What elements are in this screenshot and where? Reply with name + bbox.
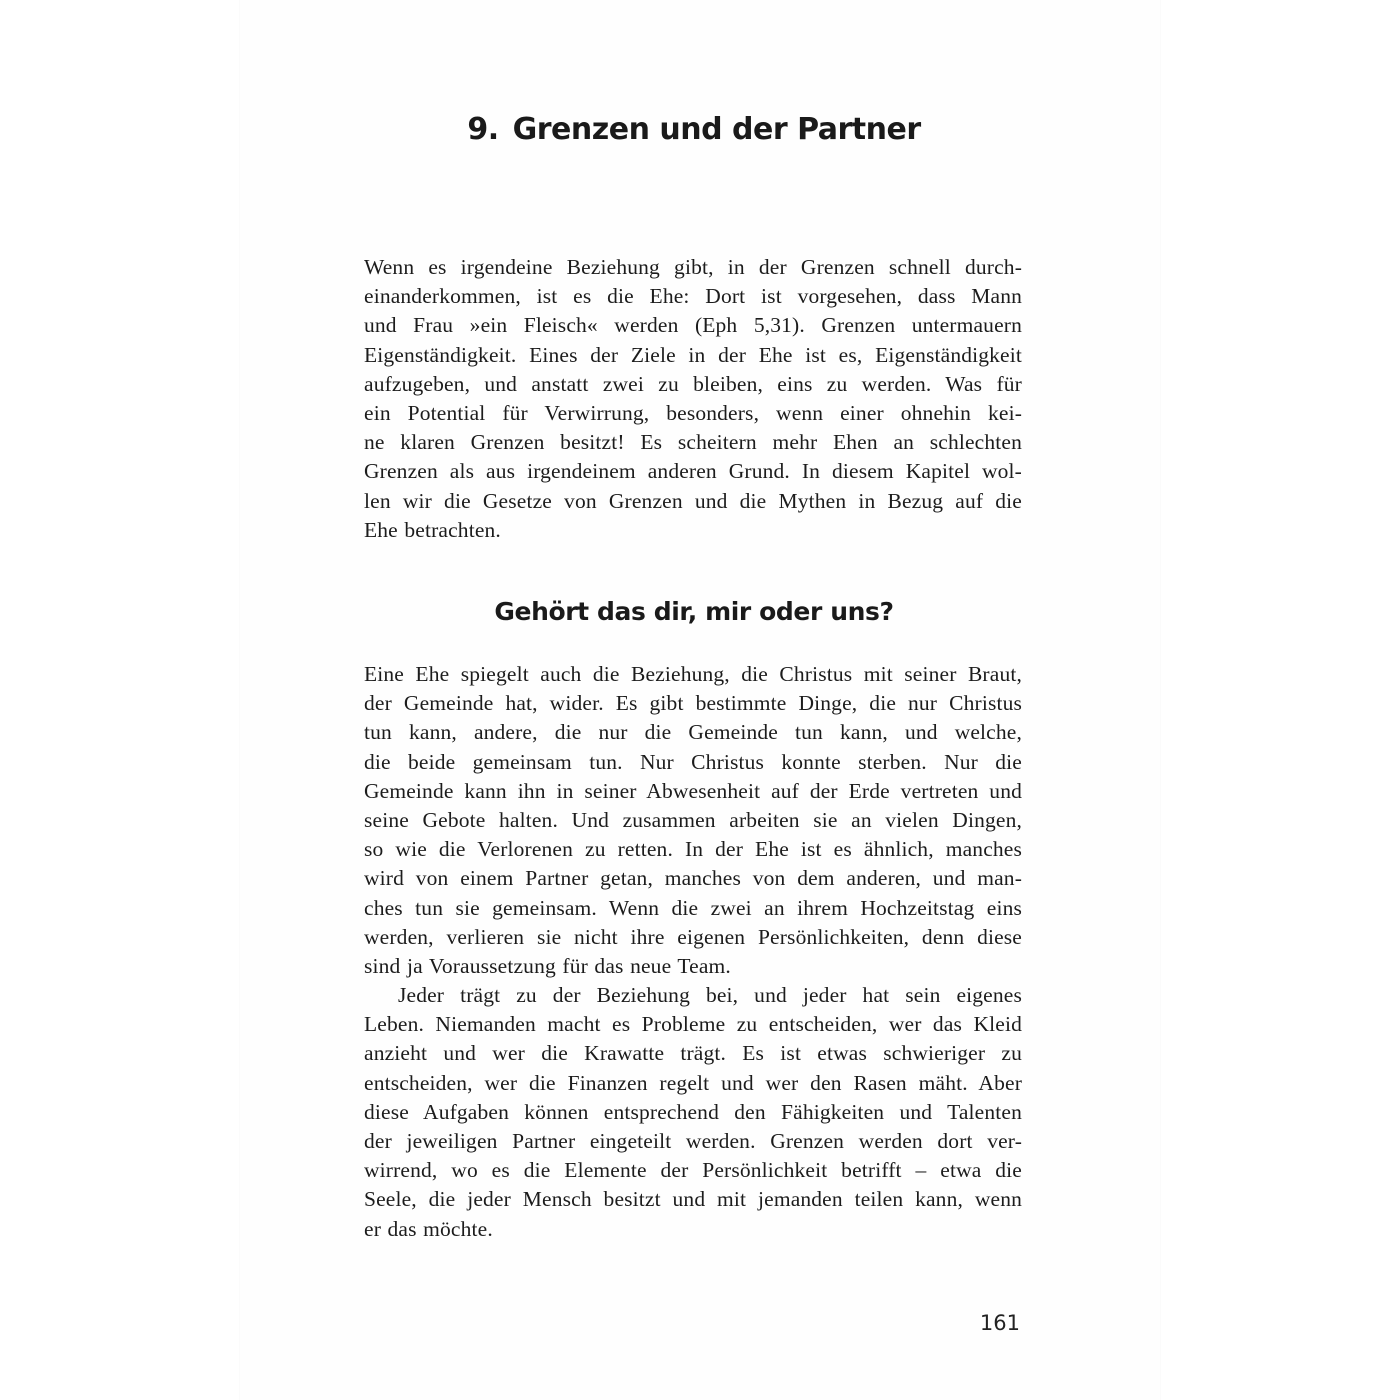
text-line: seine Gebote halten. Und zusammen arbeiten sie an vielen Dingen, xyxy=(364,807,1022,832)
text-line: diese Aufgaben können entsprechend den Fähigkeiten und Talenten xyxy=(364,1099,1022,1124)
text-line: Seele, die jeder Mensch besitzt und mit jemanden teilen kann, wenn xyxy=(364,1187,1022,1212)
text-line: entscheiden, wer die Finanzen regelt und wer den Rasen mäht. Aber xyxy=(364,1070,1022,1095)
text-line: und Frau »ein Fleisch« werden (Eph 5,31). Grenzen untermauern xyxy=(364,313,1022,338)
text-line: Jeder trägt zu der Beziehung bei, und jeder hat sein eigenes xyxy=(398,983,1022,1008)
section-heading: Gehört das dir, mir oder uns? xyxy=(494,597,894,626)
text-line: Ehe betrachten. xyxy=(364,517,501,542)
text-line: ches tun sie gemeinsam. Wenn die zwei an ihrem Hochzeitstag eins xyxy=(364,895,1022,920)
text-line: so wie die Verlorenen zu retten. In der Ehe ist es ähnlich, manches xyxy=(364,837,1022,862)
text-line: Eine Ehe spiegelt auch die Beziehung, die Christus mit seiner Braut, xyxy=(364,662,1022,686)
text-line: Wenn es irgendeine Beziehung gibt, in der Grenzen schnell durch- xyxy=(364,255,1022,279)
text-line: der jeweiligen Partner eingeteilt werden. Grenzen werden dort ver- xyxy=(364,1129,1022,1153)
chapter-title xyxy=(366,108,1022,152)
text-line: sind ja Voraussetzung für das neue Team. xyxy=(364,953,731,978)
text-line: werden, verlieren sie nicht ihre eigenen Persönlichkeiten, denn diese xyxy=(364,924,1022,949)
text-line: er das möchte. xyxy=(364,1216,493,1241)
text-line: anzieht und wer die Krawatte trägt. Es ist etwas schwieriger zu xyxy=(364,1041,1022,1066)
text-line: Gemeinde kann ihn in seiner Abwesenheit auf der Erde vertreten und xyxy=(364,778,1022,803)
intro-paragraph xyxy=(364,253,1022,545)
text-line: ne klaren Grenzen besitzt! Es scheitern mehr Ehen an schlechten xyxy=(364,430,1022,455)
text-line: Eigenständigkeit. Eines der Ziele in der Ehe ist es, Eigenständigkeit xyxy=(364,342,1022,367)
text-line: wird von einem Partner getan, manches von dem anderen, und man- xyxy=(364,866,1022,891)
text-line: Leben. Niemanden macht es Probleme zu entscheiden, wer das Kleid xyxy=(364,1012,1022,1037)
text-line: aufzugeben, und anstatt zwei zu bleiben, eins zu werden. Was für xyxy=(364,371,1022,396)
text-line: len wir die Gesetze von Grenzen und die Mythen in Bezug auf die xyxy=(364,488,1022,513)
chapter-title-text: Grenzen und der Partner xyxy=(512,112,921,147)
text-line: einanderkommen, ist es die Ehe: Dort ist vorgesehen, dass Mann xyxy=(364,284,1022,309)
text-line: der Gemeinde hat, wider. Es gibt bestimmte Dinge, die nur Christus xyxy=(364,691,1022,716)
section-body xyxy=(364,660,1022,1244)
text-line: Grenzen als aus irgendeinem anderen Grund. In diesem Kapitel wol- xyxy=(364,459,1022,484)
page-number: 161 xyxy=(979,1311,1020,1335)
text-line: die beide gemeinsam tun. Nur Christus konnte sterben. Nur die xyxy=(364,749,1022,774)
text-line: tun kann, andere, die nur die Gemeinde tun kann, und welche, xyxy=(364,720,1022,745)
text-line: wirrend, wo es die Elemente der Persönlichkeit betrifft – etwa die xyxy=(364,1158,1022,1183)
chapter-number: 9. xyxy=(467,112,499,147)
text-line: ein Potential für Verwirrung, besonders, wenn einer ohnehin kei- xyxy=(364,400,1022,425)
